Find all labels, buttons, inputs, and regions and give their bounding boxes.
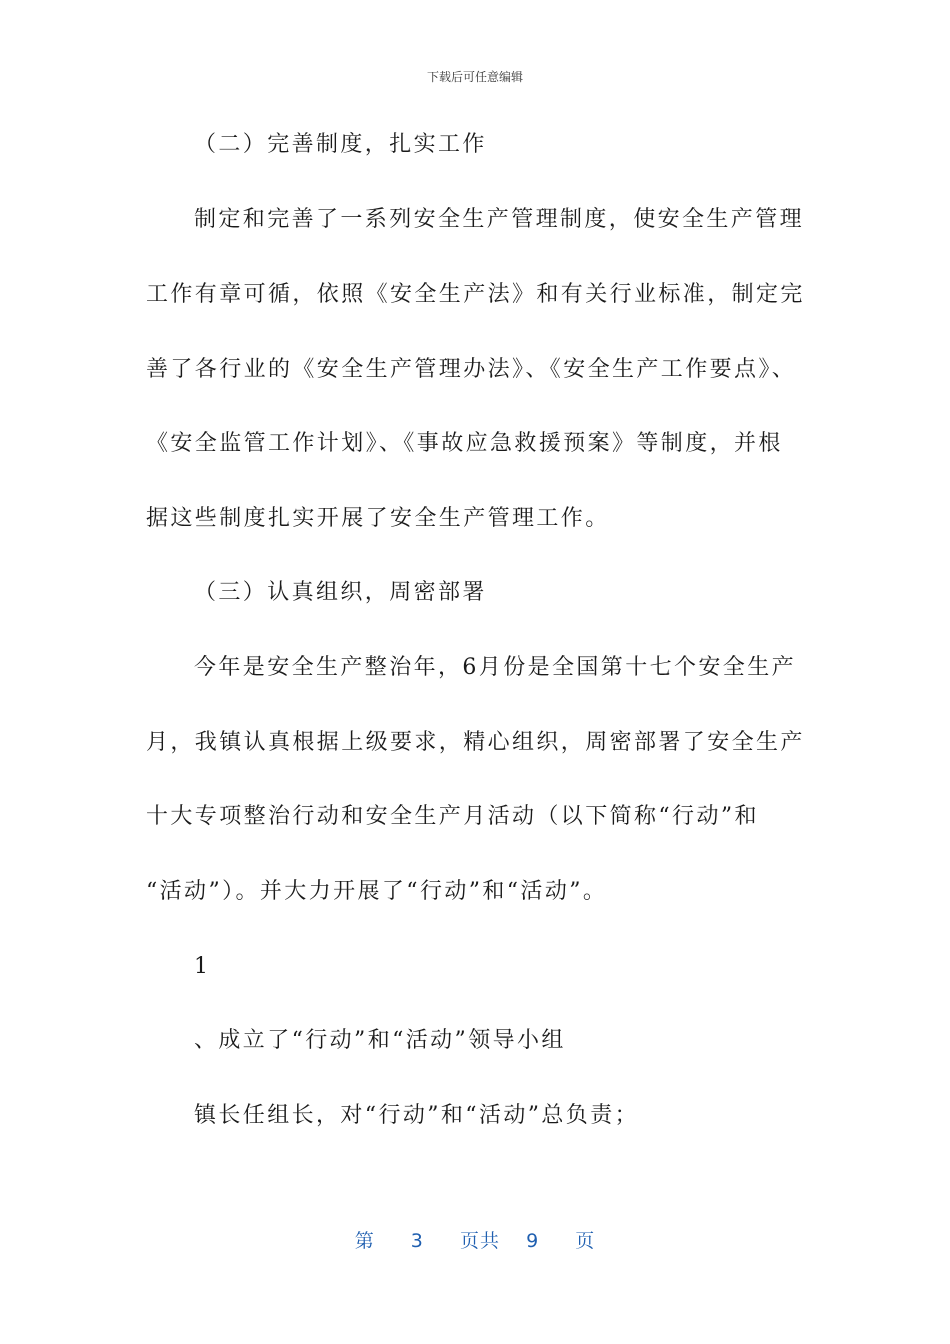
- section-heading-2: （二）完善制度，扎实工作: [194, 132, 487, 157]
- paragraph-line: 十大专项整治行动和安全生产月活动（以下简称“行动”和: [146, 804, 759, 829]
- footer-page-number: 3: [410, 1230, 424, 1252]
- footer-prefix: 第: [354, 1230, 375, 1252]
- paragraph-line: 工作有章可循，依照《安全生产法》和有关行业标准，制定完: [146, 282, 805, 307]
- paragraph-line: 制定和完善了一系列安全生产管理制度，使安全生产管理: [194, 207, 805, 232]
- footer-suffix: 页: [575, 1230, 596, 1252]
- list-item-title: 、成立了“行动”和“活动”领导小组: [194, 1028, 566, 1053]
- paragraph-line: 据这些制度扎实开展了安全生产管理工作。: [146, 506, 610, 531]
- paragraph-line: 《安全监管工作计划》、《事故应急救援预案》等制度，并根: [146, 431, 783, 456]
- section-heading-3: （三）认真组织，周密部署: [194, 580, 487, 605]
- paragraph-line: 月，我镇认真根据上级要求，精心组织，周密部署了安全生产: [146, 730, 805, 755]
- paragraph-line: 今年是安全生产整治年，6月份是全国第十七个安全生产: [194, 655, 796, 680]
- footer-total-pages: 9: [526, 1230, 540, 1252]
- paragraph-line: “活动”）。并大力开展了“行动”和“活动”。: [146, 879, 608, 904]
- paragraph-line: 善了各行业的《安全生产管理办法》、《安全生产工作要点》、: [146, 357, 797, 382]
- paragraph-line: 镇长任组长，对“行动”和“活动”总负责；: [194, 1103, 639, 1128]
- list-number: 1: [194, 954, 211, 979]
- page-footer: [0, 1226, 950, 1253]
- page-header: 下载后可任意编辑: [426, 70, 523, 84]
- footer-middle: 页共: [459, 1230, 500, 1252]
